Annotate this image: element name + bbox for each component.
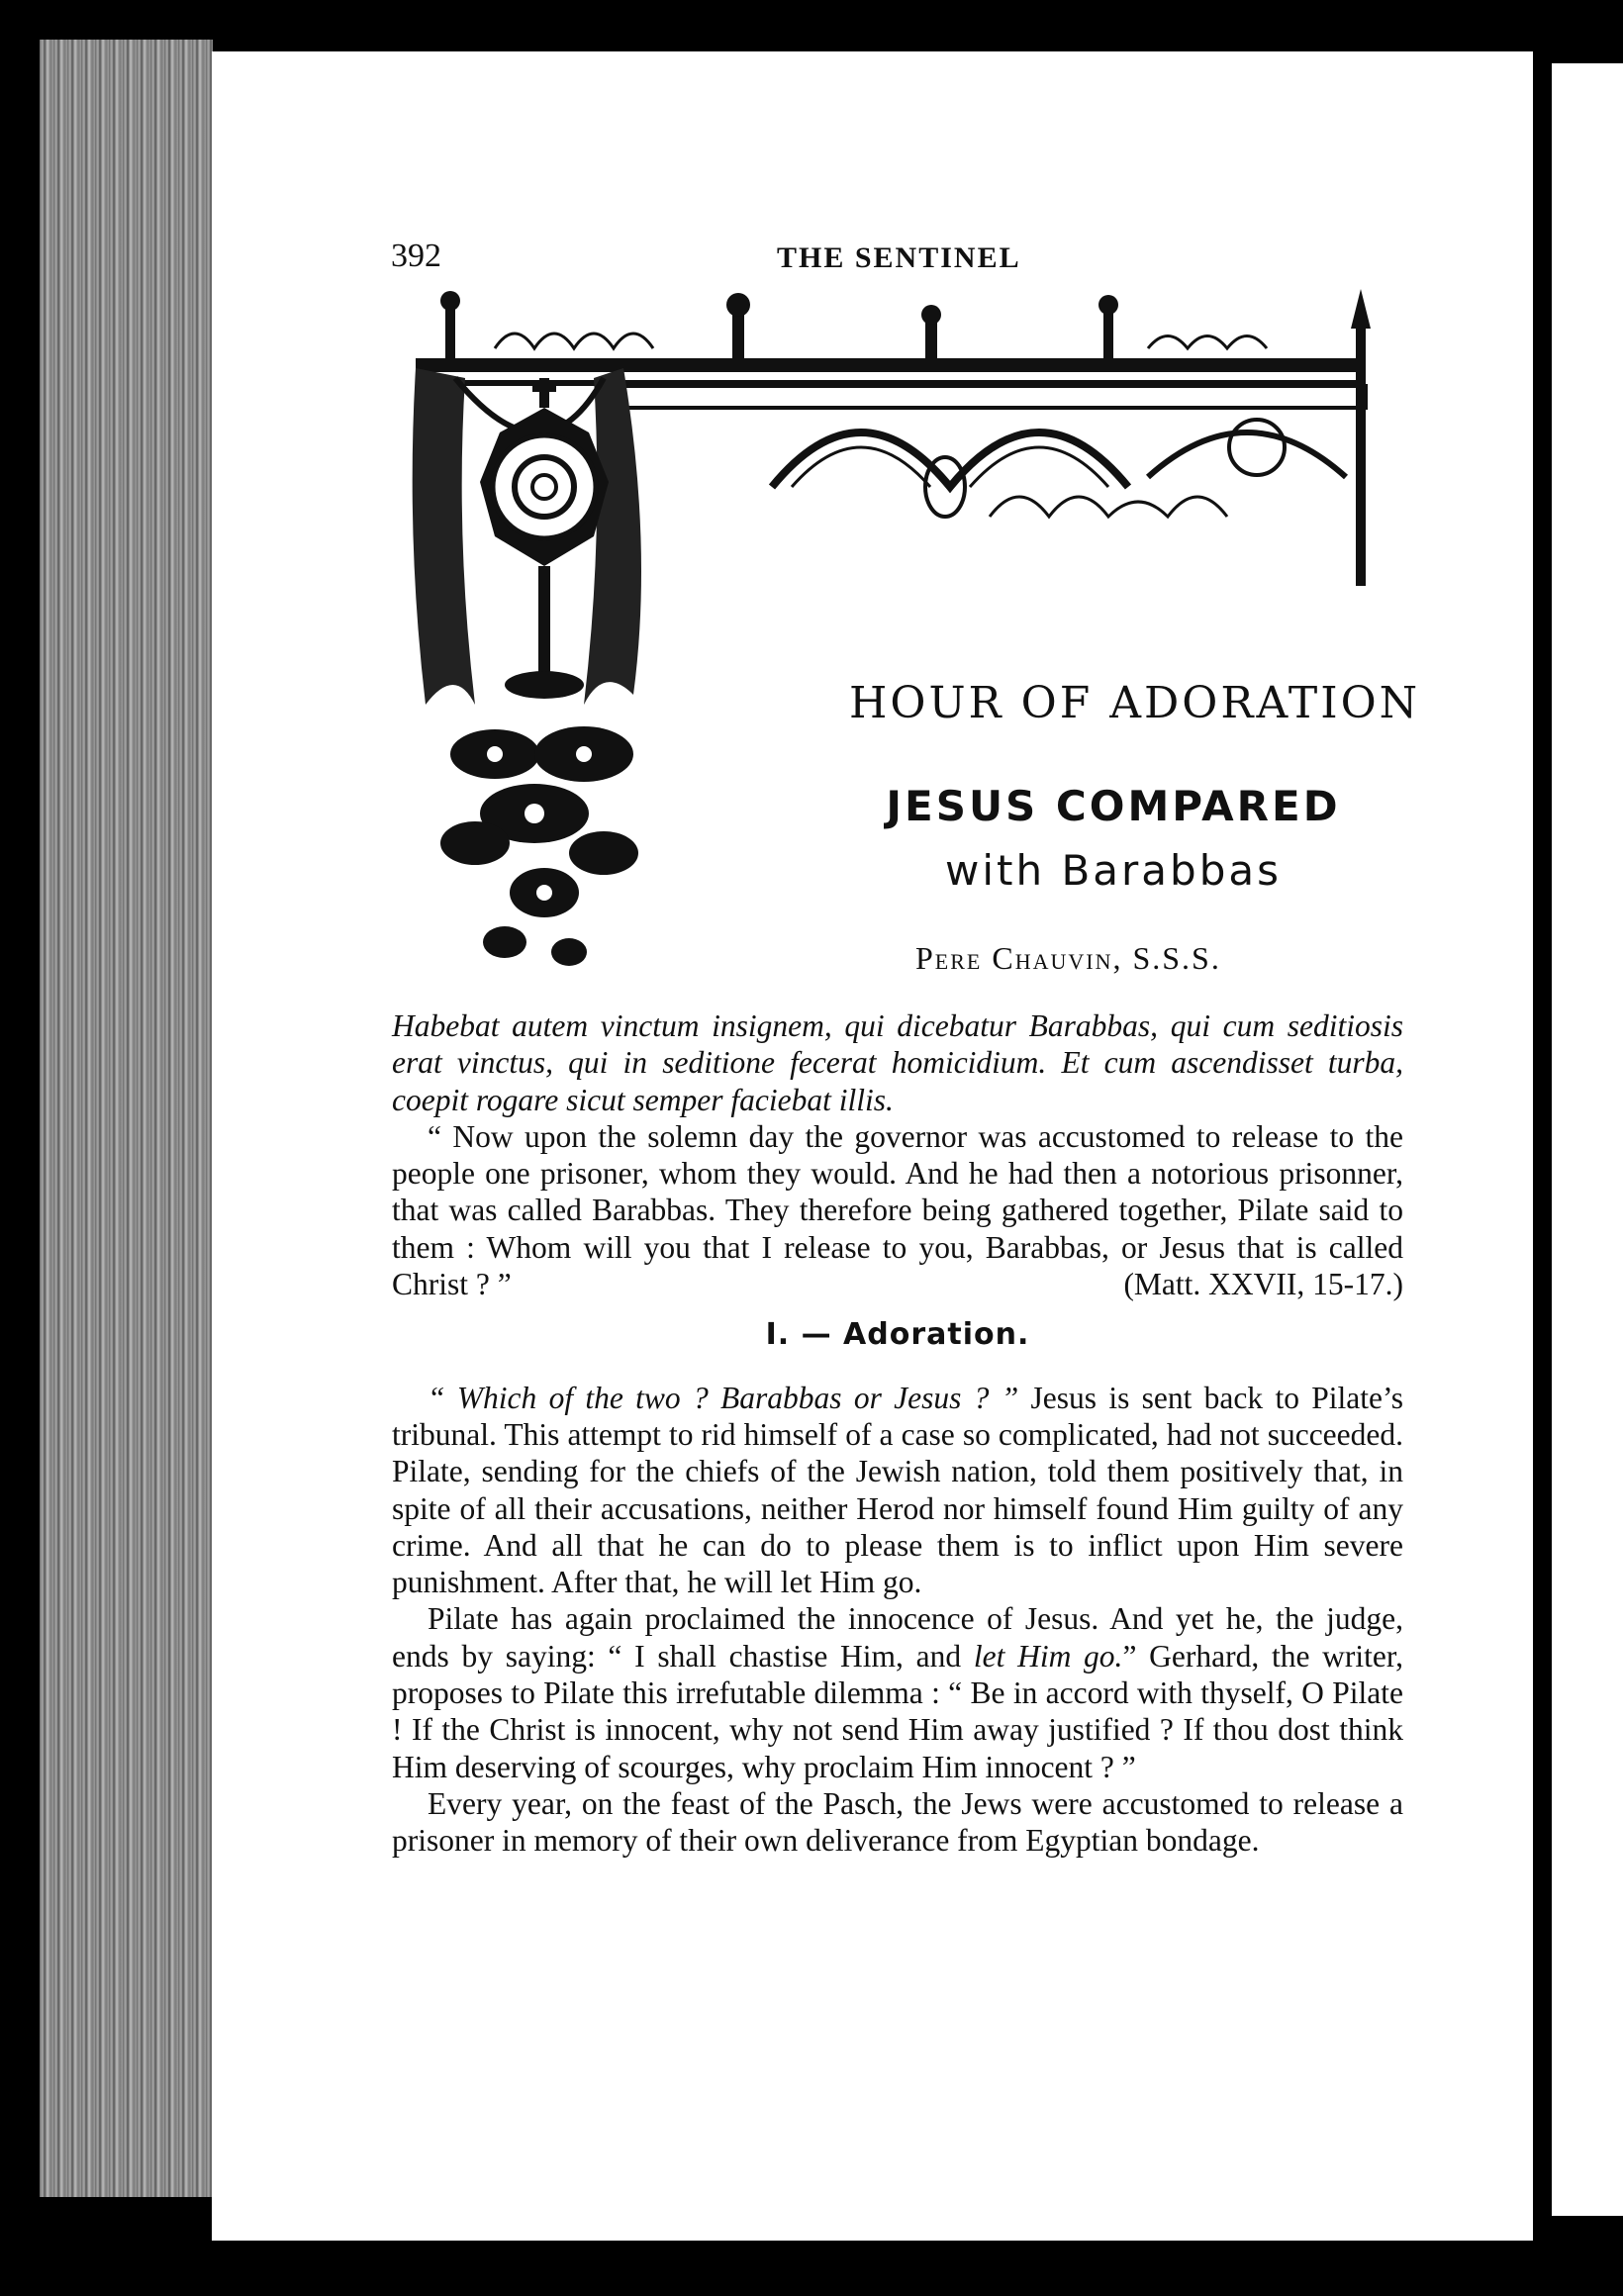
english-epigraph-text: “ Now upon the solemn day the governor was accustomed to release to the people one prisoner, whom they would. And he had then a notorious prisonner, that was called Barabbas. They therefore being gathered together, Pilate said to them : Whom will you that I release to you, Barabbas, or Jesus that is called Christ ? ” <box>392 1118 1403 1302</box>
scripture-citation: (Matt. XXVII, 15-17.) <box>1123 1267 1403 1302</box>
paragraph-1-text: Jesus is sent back to Pilate’s tribunal. This attempt to rid himself of a case so complicated, had not succeeded. Pilate, sending for the chiefs of the Jewish nation, told them positively that, in spite of all their accusations, neither Herod nor himself found Him guilty of any crime. And all that he can do to please them is to inflict upon Him severe punishment. After that, he will let Him go. <box>392 1380 1403 1600</box>
paragraph-2 <box>392 1600 1403 1784</box>
paragraph-1 <box>392 1380 1403 1601</box>
journal-title: THE SENTINEL <box>777 241 1021 274</box>
paragraph-2-italic: let Him go. <box>973 1638 1123 1674</box>
ornamental-headpiece <box>396 289 1415 1002</box>
book-gutter <box>1533 51 1552 2241</box>
running-head <box>391 238 1400 287</box>
paragraph-1-quote: “ Which of the two ? Barabbas or Jesus ? ” <box>428 1380 1019 1415</box>
paragraph-2-text-a: Pilate has again proclaimed the innocence of Jesus. And yet he, the judge, ends by saying: “ I shall chastise Him, and <box>392 1601 1403 1674</box>
book-page-edges <box>40 40 213 2197</box>
section-heading: I. — Adoration. <box>765 1317 1030 1353</box>
article-body <box>392 1007 1403 1860</box>
article-title: JESUS COMPARED <box>886 782 1341 830</box>
section-banner: HOUR OF ADORATION <box>849 678 1421 728</box>
paragraph-3: Every year, on the feast of the Pasch, the Jews were accustomed to release a prisoner in memory of their own deliverance from Egyptian bondage. <box>392 1785 1403 1859</box>
author-byline: Pere Chauvin, S.S.S. <box>915 940 1221 976</box>
latin-epigraph: Habebat autem vinctum insignem, qui dicebatur Barabbas, qui cum seditiosis erat vinctus, qui in seditione fecerat homicidium. Et cum ascendisset turba, coepit rogare sicut semper faciebat illis. <box>392 1008 1403 1117</box>
facing-page-edge <box>1552 63 1623 2216</box>
english-epigraph <box>392 1118 1403 1302</box>
paragraph-2-text-b: ” Gerhard, the writer, proposes to Pilate this irrefutable dilemma : “ Be in accord with thyself, O Pilate ! If the Christ is innocent, why not send Him away justified ? If thou dost think Him deserving of scourges, why proclaim Him innocent ? ” <box>392 1638 1403 1784</box>
article-subtitle: with Barabbas <box>945 846 1282 895</box>
page-number: 392 <box>391 238 441 274</box>
